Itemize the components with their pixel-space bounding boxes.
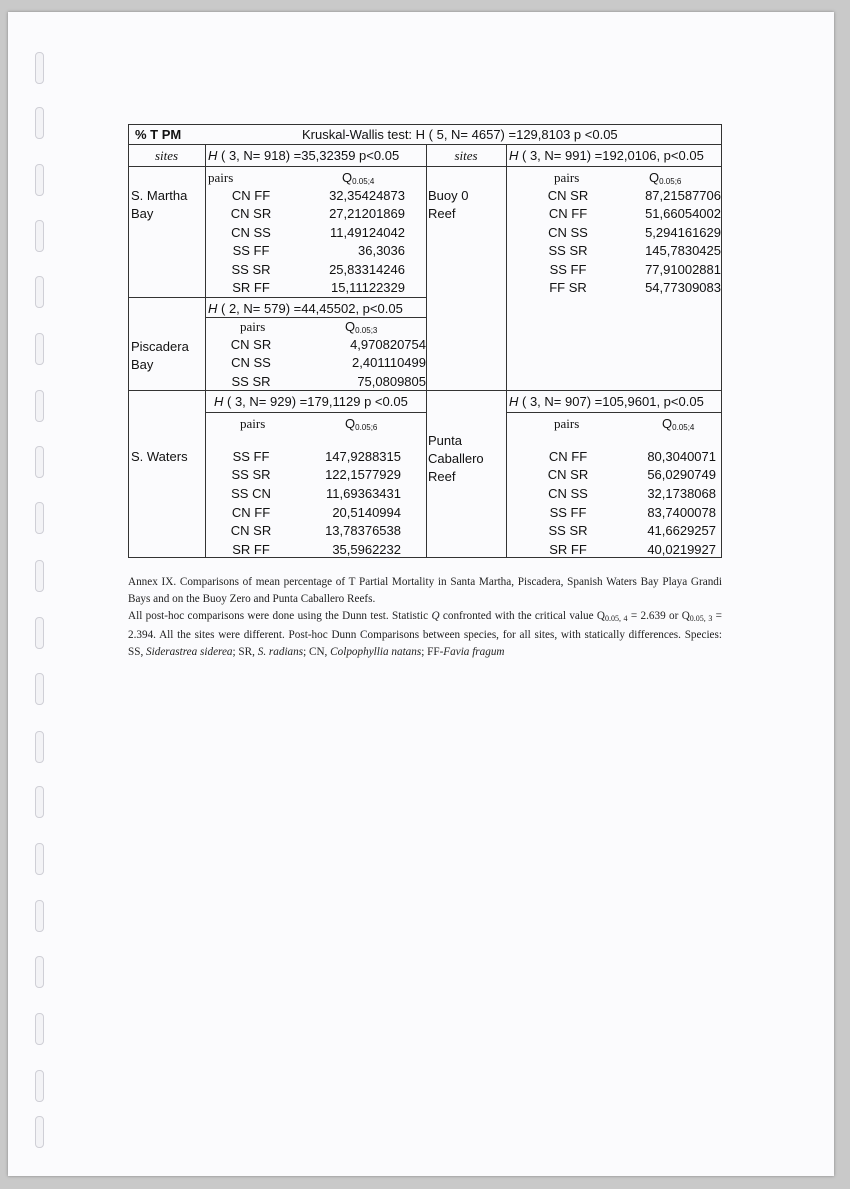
site-name: Punta: [428, 433, 462, 448]
q-critical-header: $Q_{0.05;4}$: [662, 416, 695, 432]
q-value: 32,1738068: [647, 486, 716, 501]
binding-hole: [35, 333, 44, 365]
binding-hole: [35, 560, 44, 592]
q-value: 40,0219927: [647, 542, 716, 557]
binding-hole: [35, 1013, 44, 1045]
pair-label: CN SR: [230, 337, 272, 352]
caballero-h-statistic: H ( 3, N= 907) =105,9601, p<0.05: [509, 394, 704, 409]
q-value: 2,401110499: [352, 355, 426, 370]
binding-hole: [35, 956, 44, 988]
site-name: Reef: [428, 206, 456, 221]
sites-column-header: sites: [154, 148, 179, 163]
kruskal-wallis-summary: Kruskal-Wallis test: H ( 5, N= 4657) =129,8103 p <0.05: [302, 127, 618, 142]
q-value: 87,21587706: [645, 188, 721, 203]
site-name: Bay: [131, 357, 154, 372]
q-value: 13,78376538: [325, 523, 401, 538]
pair-label: CN SR: [547, 467, 589, 482]
table-border-right: [721, 124, 722, 558]
q-value: 15,11122329: [331, 280, 405, 295]
table-hline: [128, 144, 722, 145]
binding-hole: [35, 52, 44, 84]
binding-hole: [35, 617, 44, 649]
martha-h-statistic: H ( 3, N= 918) =35,32359 p<0.05: [208, 148, 400, 163]
q-value: 27,21201869: [329, 206, 405, 221]
pair-label: SS SR: [231, 374, 271, 389]
q-critical-header: $Q_{0.05;6}$: [345, 416, 378, 432]
table-header-label: % T PM: [135, 127, 182, 142]
pair-label: FF SR: [549, 280, 587, 295]
q-value: 4,970820754: [350, 337, 426, 352]
binding-hole: [35, 673, 44, 705]
pair-label: SR FF: [232, 280, 270, 295]
pair-label: CN SS: [548, 225, 588, 240]
q-critical-header: $Q_{0.05;6}$: [649, 170, 682, 186]
q-value: 41,6629257: [647, 523, 716, 538]
binding-hole: [35, 276, 44, 308]
q-value: 36,3036: [358, 243, 405, 258]
q-value: 25,83314246: [329, 262, 405, 277]
binding-hole: [35, 390, 44, 422]
q-value: 75,0809805: [357, 374, 426, 389]
binding-hole: [35, 1116, 44, 1148]
q-value: 80,3040071: [647, 449, 716, 464]
comparison-table: [128, 124, 722, 558]
sites-column-header: sites: [454, 148, 478, 163]
binding-hole: [35, 731, 44, 763]
pair-label: SS FF: [232, 243, 270, 258]
binding-hole: [35, 220, 44, 252]
site-name: S. Martha: [131, 188, 188, 203]
q-value: 77,91002881: [645, 262, 721, 277]
q-value: 35,5962232: [332, 542, 401, 557]
binding-hole: [35, 1070, 44, 1102]
pair-label: SS CN: [231, 486, 271, 501]
table-caption: [128, 574, 722, 661]
buoy-h-statistic: H ( 3, N= 991) =192,0106, p<0.05: [509, 148, 704, 163]
table-border-left: [128, 124, 129, 558]
pair-label: SR FF: [549, 542, 587, 557]
pair-label: CN SS: [548, 486, 588, 501]
site-name: S. Waters: [131, 449, 188, 464]
table-vline: [506, 144, 507, 558]
binding-hole: [35, 502, 44, 534]
pair-label: SS FF: [549, 262, 587, 277]
site-name: Reef: [428, 469, 456, 484]
pairs-header: pairs: [208, 170, 234, 185]
q-critical-header: $Q_{0.05;3}$: [345, 319, 378, 335]
q-value: 122,1577929: [325, 467, 401, 482]
caption-paragraph-1: Annex IX. Comparisons of mean percentage of T Partial Mortality in Santa Martha, Piscadera, Spanish Waters Bay Playa Grandi Bays and on the Buoy Zero and Punta Caballero Reefs.: [128, 576, 722, 605]
table-border-bottom: [128, 557, 722, 558]
waters-h-statistic: H ( 3, N= 929) =179,1129 p <0.05: [214, 394, 408, 409]
pair-label: CN SR: [230, 206, 272, 221]
q-value: 20,5140994: [332, 505, 401, 520]
pair-label: SS SR: [231, 262, 271, 277]
table-hline: [506, 412, 722, 413]
site-name: Bay: [131, 206, 154, 221]
table-hline: [205, 317, 427, 318]
pair-label: CN SR: [547, 188, 589, 203]
pair-label: SS SR: [231, 467, 271, 482]
binding-hole: [35, 843, 44, 875]
table-vline: [205, 144, 206, 558]
q-value: 32,35424873: [329, 188, 405, 203]
binding-hole: [35, 164, 44, 196]
pair-label: CN FF: [548, 449, 588, 464]
pair-label: SR FF: [232, 542, 270, 557]
pair-label: SS SR: [548, 243, 588, 258]
pair-label: CN SR: [230, 523, 272, 538]
table-border-top: [128, 124, 722, 125]
q-critical-header: $Q_{0.05;4}$: [342, 170, 375, 186]
pairs-header: pairs: [554, 416, 580, 431]
pairs-header: pairs: [554, 170, 580, 185]
q-value: 11,69363431: [326, 486, 401, 501]
table-vline: [426, 144, 427, 558]
pair-label: CN SS: [231, 355, 271, 370]
piscadera-h-statistic: H ( 2, N= 579) =44,45502, p<0.05: [208, 301, 403, 316]
pair-label: SS SR: [548, 523, 588, 538]
pair-label: CN FF: [231, 505, 271, 520]
table-hline: [128, 390, 722, 391]
q-value: 147,9288315: [325, 449, 401, 464]
table-hline: [128, 297, 427, 298]
site-name: Buoy 0: [428, 188, 469, 203]
binding-hole: [35, 107, 44, 139]
binding-hole: [35, 900, 44, 932]
q-value: 51,66054002: [645, 206, 721, 221]
table-hline: [128, 166, 722, 167]
q-value: 56,0290749: [647, 467, 716, 482]
pair-label: CN FF: [231, 188, 271, 203]
binding-hole: [35, 786, 44, 818]
pair-label: SS FF: [232, 449, 270, 464]
q-value: 11,49124042: [330, 225, 405, 240]
caption-paragraph-2: All post-hoc comparisons were done using the Dunn test. Statistic Q confronted with the critical value $Q_{0.05, 4} = 2.639$ or $Q_{0.05, 3} = 2.394$. All the sites were different. Post-hoc Dunn Comparisons between species, for all sites, with statically differences. Species: SS, Siderastrea siderea; SR, S. radians; CN, Colpophyllia natans; FF-Favia fragum: [128, 610, 722, 658]
pairs-header: pairs: [240, 416, 266, 431]
q-value: 145,7830425: [645, 243, 721, 258]
site-name: Caballero: [428, 451, 484, 466]
q-value: 5,294161629: [645, 225, 721, 240]
q-value: 54,77309083: [645, 280, 721, 295]
table-hline: [205, 412, 427, 413]
q-value: 83,7400078: [647, 505, 716, 520]
binding-hole: [35, 446, 44, 478]
pairs-header: pairs: [240, 319, 266, 334]
site-name: Piscadera: [131, 339, 189, 354]
pair-label: SS FF: [549, 505, 587, 520]
pair-label: CN SS: [231, 225, 271, 240]
pair-label: CN FF: [548, 206, 588, 221]
